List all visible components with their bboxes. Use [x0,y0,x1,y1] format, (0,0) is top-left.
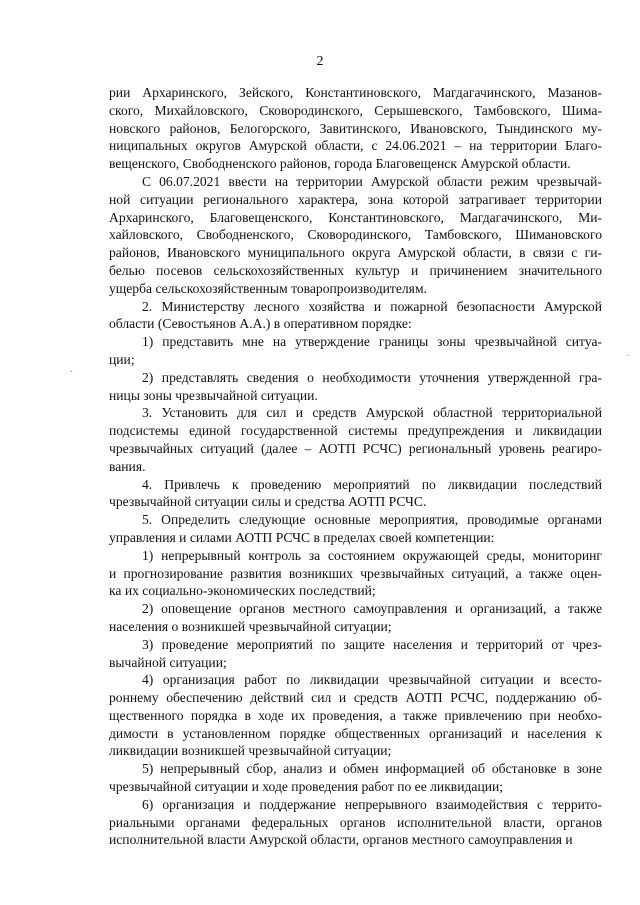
text-line: 4) организация работ по ликвидации чрезвычайной ситуации и всесто- [142,672,602,688]
paragraph [109,173,602,298]
text-line: области (Севостьянов А.А.) в оперативном порядке: [109,316,412,332]
text-line: 5. Определить следующие основные мероприятия, проводимые органами [142,512,602,528]
document-body [109,84,602,849]
text-line: рии Архаринского, Зейского, Константиновского, Магдагачинского, Мазанов- [109,85,602,100]
paragraph [109,547,602,600]
text-line: ной ситуации регионального характера, зона которой затрагивает территории [109,191,602,207]
text-line: 2) представлять сведения о необходимости уточнения утвержденной гра- [142,369,602,385]
text-line: чрезвычайных ситуаций (далее – АОТП РСЧС) региональный уровень реагиро- [109,440,602,456]
text-line: районов, Ивановского муниципального округа Амурской области, в связи с ги- [109,245,602,261]
scan-speck: · [626,351,630,362]
text-line: управления и силами АОТП РСЧС в пределах своей компетенции: [109,529,495,545]
text-line: Архаринского, Благовещенского, Константиновского, Магдагачинского, Ми- [109,209,602,225]
paragraph [109,404,602,475]
text-line: ликвидации возникшей чрезвычайной ситуации; [109,743,392,759]
text-line: новского районов, Белогорского, Завитинского, Ивановского, Тындинского му- [109,120,602,136]
text-line: 2. Министерству лесного хозяйства и пожарной безопасности Амурской [142,298,602,314]
text-line: риальными органами федеральных органов исполнительной власти, органов [109,814,602,830]
text-line: 3. Установить для сил и средств Амурской областной территориальной [142,405,602,421]
text-line: чрезвычайной ситуации и ходе проведения работ по ее ликвидации; [109,779,504,795]
text-line: 5) непрерывный сбор, анализ и обмен информацией об обстановке в зоне [142,761,602,777]
text-line: ского, Михайловского, Сковородинского, Серышевского, Тамбовского, Шима- [109,102,602,118]
text-line: щественного порядка в ходе их проведения, а также привлечению при необхо- [109,707,602,723]
text-line: димости в установленном порядке общественных организаций и населения к [109,725,602,741]
paragraph [109,476,602,512]
text-line: ниципальных округов Амурской области, с 24.06.2021 – на территории Благо- [109,138,602,154]
text-line: С 06.07.2021 ввести на территории Амурской области режим чрезвычай- [142,173,602,189]
text-line: хайловского, Свободненского, Сковородинского, Тамбовского, Шимановского [109,227,602,243]
page-number: 2 [316,54,324,69]
text-line: 2) оповещение органов местного самоуправления и организаций, а также [142,601,602,617]
paragraph [109,511,602,547]
paragraph [109,369,602,405]
text-line: вания. [109,458,146,474]
text-line: 4. Привлечь к проведению мероприятий по ликвидации последствий [142,476,602,492]
paragraph [109,636,602,672]
text-line: ницы зоны чрезвычайной ситуации. [109,387,318,403]
text-line: 3) проведение мероприятий по защите населения и территорий от чрез- [142,636,602,652]
paragraph [109,796,602,849]
text-line: ущерба сельскохозяйственным товаропроизводителям. [109,280,427,296]
scan-speck: · [70,367,74,378]
text-line: чрезвычайной ситуации силы и средства АОТП РСЧС. [109,494,427,510]
text-line: 1) непрерывный контроль за состоянием окружающей среды, мониторинг [142,547,602,563]
text-line: исполнительной власти Амурской области, органов местного самоуправления и [109,832,573,848]
paragraph [109,600,602,636]
paragraph [109,298,602,334]
text-line: подсистемы единой государственной системы предупреждения и ликвидации [109,423,602,439]
text-line: вещенского, Свободненского районов, города Благовещенск Амурской области. [109,156,571,172]
text-line: вычайной ситуации; [109,654,227,670]
text-line: роннему обеспечению действий сил и средств АОТП РСЧС, поддержанию об- [109,690,602,706]
paragraph [109,333,602,369]
paragraph [109,84,602,173]
text-line: белью посевов сельскохозяйственных культур и причинением значительного [109,262,602,278]
paragraph [109,671,602,760]
text-line: ка их социально-экономических последствий; [109,583,376,599]
paragraph [109,760,602,796]
text-line: ции; [109,351,135,367]
text-line: и прогнозирование развития возникших чрезвычайных ситуаций, а также оцен- [109,565,602,581]
text-line: 6) организация и поддержание непрерывного взаимодействия с террито- [142,796,602,812]
text-line: населения о возникшей чрезвычайной ситуации; [109,618,392,634]
text-line: 1) представить мне на утверждение границы зоны чрезвычайной ситуа- [142,334,602,350]
